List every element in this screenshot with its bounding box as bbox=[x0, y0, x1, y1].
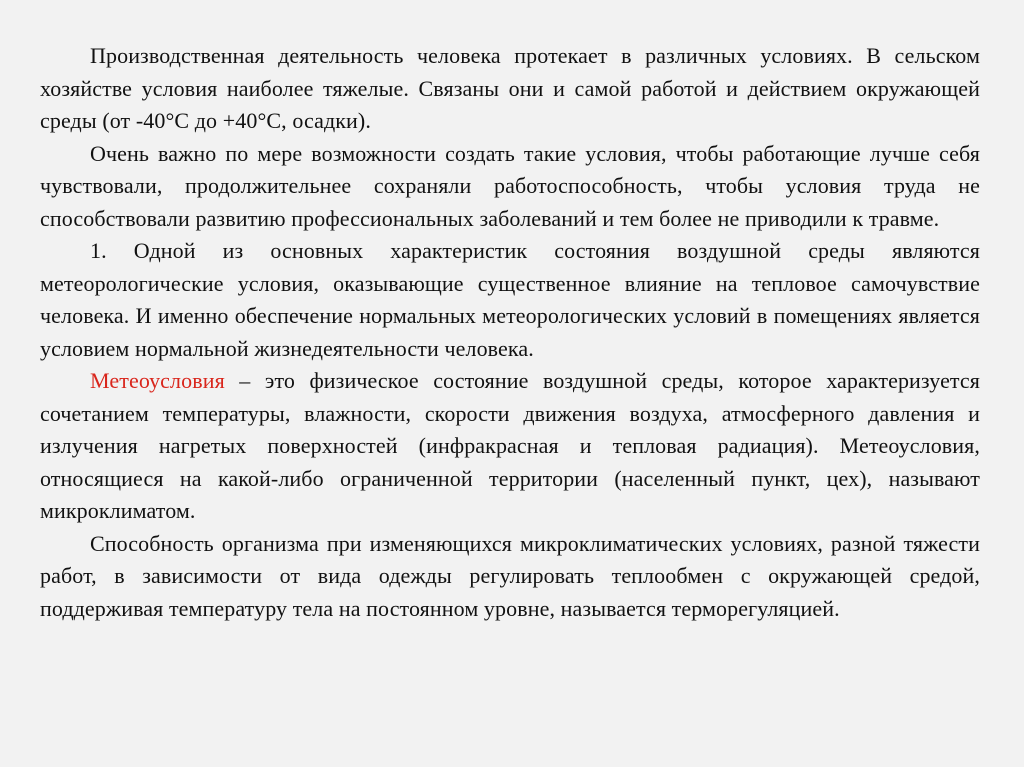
paragraph-working-conditions bbox=[40, 138, 980, 236]
paragraph-thermoregulation bbox=[40, 528, 980, 626]
paragraph-text: 1. Одной из основных характеристик состояния воздушной среды являются метеорологические условия, оказывающие существенное влияние на тепловое самочувствие человека. И именно обеспечение нормальных метеорологических условий в помещениях является условием нормальной жизнедеятельности человека. bbox=[40, 238, 980, 361]
paragraph-text: Способность организма при изменяющихся микроклиматических условиях, разной тяжести работ, в зависимости от вида одежды регулировать теплообмен с окружающей средой, поддерживая температуру тела на постоянном уровне, называется терморегуляцией. bbox=[40, 530, 980, 621]
paragraph-conditions bbox=[40, 40, 980, 138]
paragraph-text: – это физическое состояние воздушной среды, которое характеризуется сочетанием температуры, влажности, скорости движения воздуха, атмосферного давления и излучения нагретых поверхностей (инфракрасная и тепловая радиация). Метеоусловия, относящиеся на какой-либо ограниченной территории (населенный пункт, цех), называют микроклиматом. bbox=[40, 368, 980, 523]
paragraph-text: Очень важно по мере возможности создать такие условия, чтобы работающие лучше себя чувствовали, продолжительнее сохраняли работоспособность, чтобы условия труда не способствовали развитию профессиональных заболеваний и тем более не приводили к травме. bbox=[40, 140, 980, 231]
paragraph-text: Производственная деятельность человека протекает в различных условиях. В сельском хозяйстве условия наиболее тяжелые. Связаны они и самой работой и действием окружающей среды (от -40°С до +40°С, осадки). bbox=[40, 43, 980, 133]
paragraph-meteorological-conditions bbox=[40, 235, 980, 365]
paragraph-definition-meteoconditions bbox=[40, 365, 980, 528]
text-block bbox=[40, 40, 980, 625]
highlighted-term: Метеоусловия bbox=[90, 368, 225, 393]
